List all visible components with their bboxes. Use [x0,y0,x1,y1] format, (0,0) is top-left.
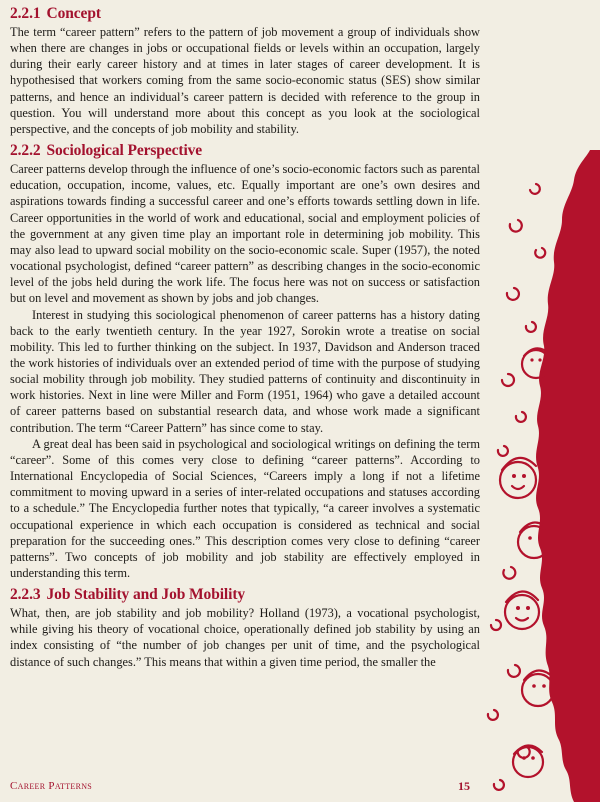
section-heading [10,141,480,161]
section-heading [10,585,480,605]
section-number: 2.2.1 [10,5,41,22]
section-concept [10,4,480,137]
section-sociological-perspective [10,141,480,581]
paragraph: A great deal has been said in psychological and sociological writings on defining the term “career”. Some of this comes very close to defining “career patterns”. According to International Encyclopedia of Social Sciences, “Careers imply a long if not a lifetime commitment to moving upward in a series of inter-related occupations and statuses according to a schedule.” The Encyclopedia further notes that typically, “a career involves a systematic occupational experience in which each occupation is considered as technical and social preparation for the succeeding ones.” This description comes very close to defining “career patterns”. Two concepts of job mobility and job stability are effectively employed in understanding this term. [10,436,480,580]
section-title: Job Stability and Job Mobility [46,586,246,604]
paragraph: What, then, are job stability and job mobility? Holland (1973), a vocational psychologist, while giving his theory of vocational choice, operationally defined job stability by using an index consisting of “the number of job changes per unit of time, and the psychological distance of such changes.” This means that within a given time period, the smaller the [10,606,480,669]
section-title: Sociological Perspective [46,142,203,160]
section-job-stability [10,585,480,670]
text-column [10,4,480,670]
paragraph: The term “career pattern” refers to the pattern of job movement a group of individuals show when there are changes in jobs or occupational fields or levels within an occupation, largely during their early career history and at times in later stages of career development. It is hypothesised that workers coming from the same socio-economic status (SES) show similar patterns, and hence an individual’s career pattern is decided with reference to the group in question. You will understand more about this concept as you look at the sociological perspective, and the concepts of job mobility and stability. [10,25,480,136]
paragraph: Career patterns develop through the influence of one’s socio-economic factors such as parental education, occupation, income, values, etc. Equally important are one’s own desires and aspirations towards finding a successful career and one’s efforts towards settling down in life. Career opportunities in the world of work and educational, social and employment policies of the government at any given time play an important role in determining job mobility. This may also lead to upward social mobility on the socio-economic scale. Super (1957), the noted vocational psychologist, defined “career pattern” as describing changes in the socio-economic level of the jobs held during the work life. The focus here was not on success or satisfaction but on level and movement as shown by jobs and job changes. [10,162,480,306]
section-number: 2.2.2 [10,142,41,160]
running-title: Career Patterns [10,780,93,792]
section-title: Concept [46,5,101,22]
page-number: 15 [458,779,470,793]
page-footer [10,780,480,796]
section-heading [10,4,480,24]
illustrated-crowd-border-icon [478,150,600,802]
paragraph: Interest in studying this sociological phenomenon of career patterns has a history dating back to the early twentieth century. In the year 1927, Sorokin wrote a treatise on social mobility. This led to further thinking on the subject. In 1937, Davidson and Anderson traced the work histories of individuals over an extended period of time with the purpose of studying social mobility through job mobility. They studied patterns of continuity and discontinuity in work histories. Next in line were Miller and Form (1951, 1964) who gave a detailed account of career patterns based on substantial research data, and whose work made a significant contribution. The term “Career Pattern” has since come to stay. [10,307,480,435]
section-number: 2.2.3 [10,586,41,604]
